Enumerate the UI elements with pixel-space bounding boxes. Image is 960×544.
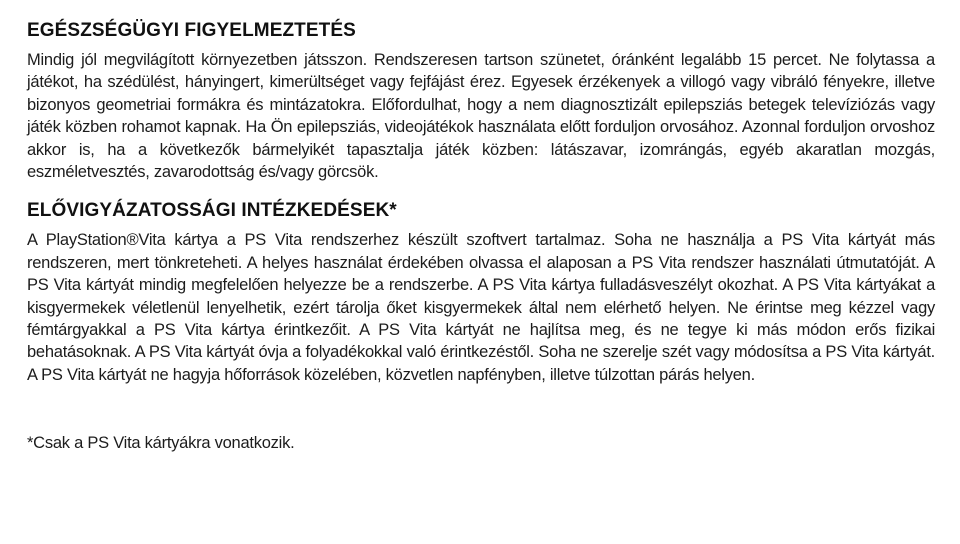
health-warning-section [27, 20, 935, 183]
footnote-text: *Csak a PS Vita kártyákra vonatkozik. [27, 434, 295, 453]
precautions-section [27, 200, 935, 386]
health-warning-heading: EGÉSZSÉGÜGYI FIGYELMEZTETÉS [27, 20, 356, 41]
precautions-heading: ELŐVIGYÁZATOSSÁGI INTÉZKEDÉSEK* [27, 200, 397, 222]
precautions-text: A PlayStation®Vita kártya a PS Vita rendszerhez készült szoftvert tartalmaz. Soha ne használja a PS Vita kártyát más rendszeren, mert tönkreteheti. A helyes használat érdekében olvassa el alaposan a PS Vita rendszer használati útmutatóját. A PS Vita kártyát mindig megfelelően helyezze be a rendszerbe. A PS Vita kártya fulladásveszélyt okozhat. A PS Vita kártyákat a kisgyermekek véletlenül lenyelhetik, ezért tárolja őket kisgyermekek által nem elérhető helyen. Ne érintse meg kézzel vagy fémtárgyakkal a PS Vita kártya érintkezőit. A PS Vita kártyát ne hajlítsa meg, és ne tegye ki más módon erős fizikai behatásoknak. A PS Vita kártyát óvja a folyadékokkal való érintkezéstől. Soha ne szerelje szét vagy módosítsa a PS Vita kártyát. A PS Vita kártyát ne hagyja hőforrások közelében, közvetlen napfényben, illetve túlzottan párás helyen. [27, 231, 935, 384]
health-warning-text: Mindig jól megvilágított környezetben játsszon. Rendszeresen tartson szünetet, óránként legalább 15 percet. Ne folytassa a játékot, ha szédülést, hányingert, kimerültséget vagy fejfájást érez. Egyesek érzékenyek a villogó vagy vibráló fényekre, illetve bizonyos geometriai formákra és mintázatokra. Előfordulhat, hogy a nem diagnosztizált epilepsziás betegek televíziózás vagy játék közben rohamot kapnak. Ha Ön epilepsziás, videojátékok használata előtt forduljon orvosához. Azonnal forduljon orvoshoz akkor is, ha a következők bármelyikét tapasztalja játék közben: látászavar, izomrángás, egyéb akaratlan mozgás, eszméletvesztés, zavarodottság és/vagy görcsök. [27, 51, 935, 182]
